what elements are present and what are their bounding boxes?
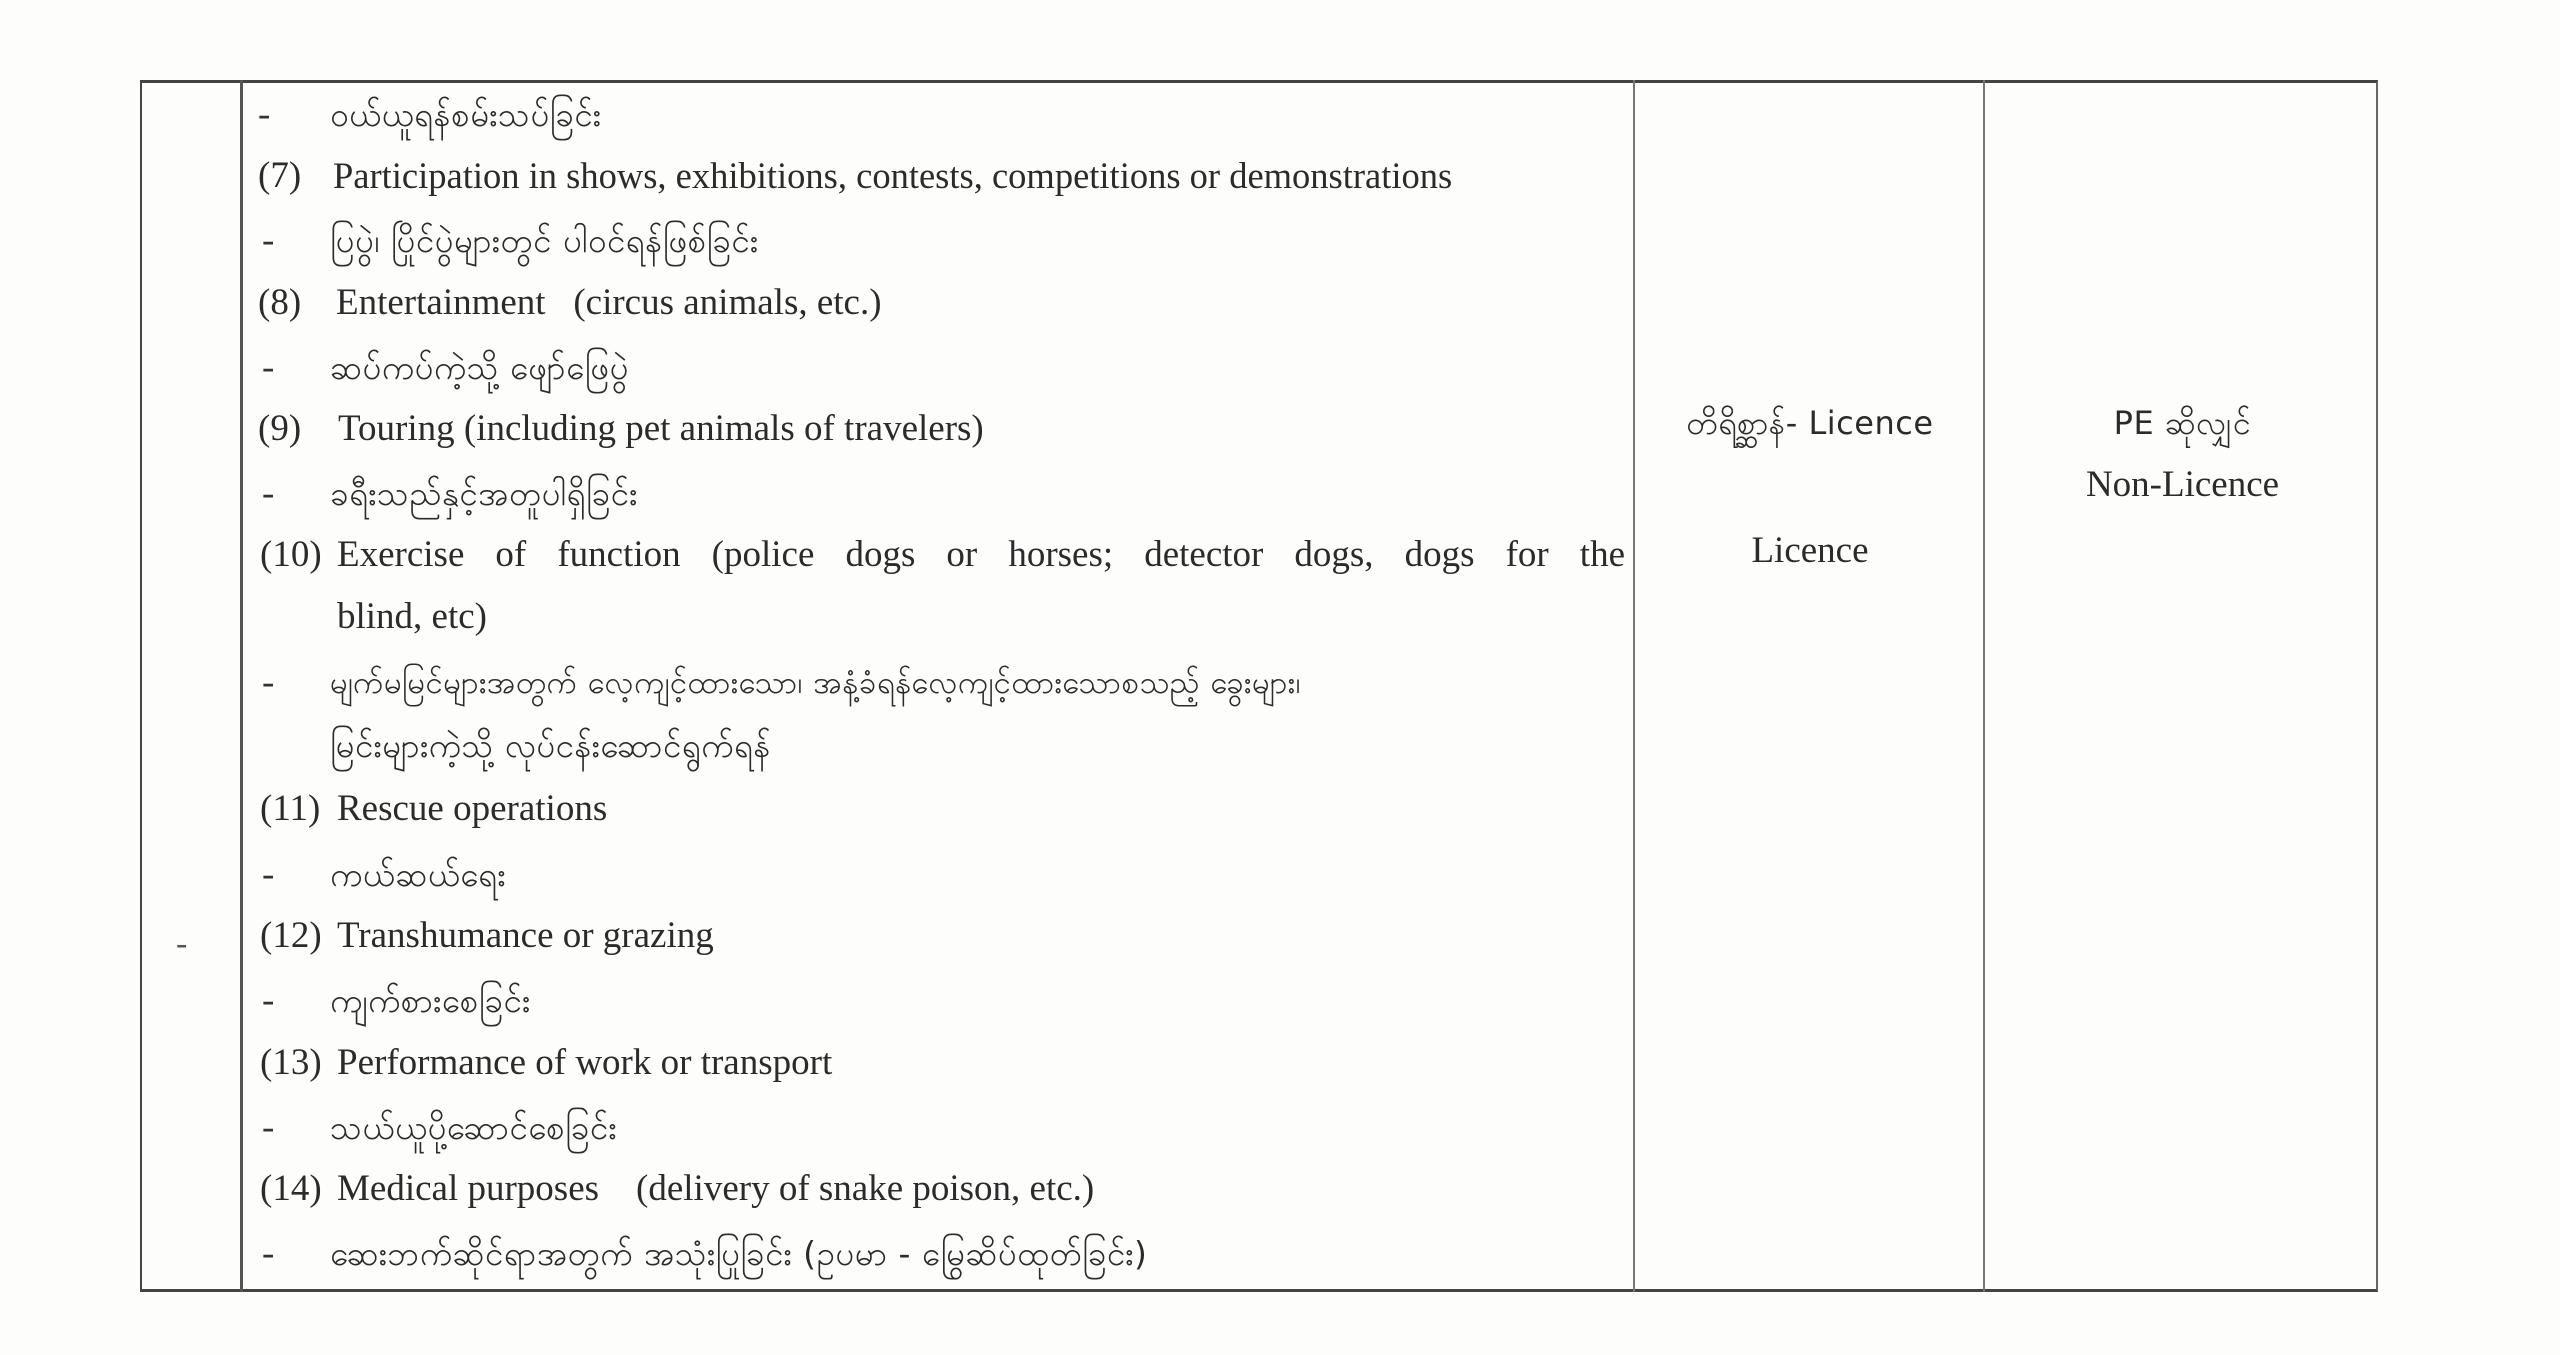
list-item-text: သယ်ယူပို့ဆောင်စေခြင်း — [330, 1108, 617, 1147]
list-item-text: မျက်မမြင်များအတွက် လေ့ကျင့်ထားသော၊ အနံ့ခံရန်လေ့ကျင့်ထားသောစသည့် ခွေးများ၊ — [330, 665, 1302, 701]
list-item-text: ဝယ်ယူရန်စမ်းသပ်ခြင်း — [330, 95, 602, 134]
list-item-text-continued: blind, etc) — [337, 596, 488, 637]
list-item-marker: - — [262, 662, 275, 703]
list-item-number: (7) — [258, 155, 302, 196]
list-item-text: ကယ်ဆယ်ရေး — [330, 855, 507, 894]
list-item-marker: - — [262, 347, 275, 388]
list-item-text: Touring (including pet animals of travelers) — [338, 408, 984, 449]
list-item-marker: - — [262, 1233, 275, 1274]
licence-cell-line2: Licence — [1751, 530, 1869, 571]
list-item-number: (14) — [260, 1168, 322, 1209]
list-item-marker: - — [262, 473, 275, 514]
list-item-text: ကျက်စားစေခြင်း — [330, 981, 531, 1020]
list-item-marker: - — [258, 94, 271, 135]
list-item-number: (10) — [260, 534, 322, 575]
list-item-text: Rescue operations — [337, 788, 608, 829]
list-item-text-continued: မြင်းများကဲ့သို့ လုပ်ငန်းဆောင်ရွက်ရန် — [330, 726, 771, 765]
list-item-marker: - — [262, 1107, 275, 1148]
list-item-text: Participation in shows, exhibitions, contests, competitions or demonstrations — [333, 155, 1453, 196]
pe-cell-line2: Non-Licence — [2085, 464, 2280, 505]
list-item-number: (12) — [260, 915, 322, 956]
list-item-text: ဆပ်ကပ်ကဲ့သို့ ဖျော်ဖြေပွဲ — [330, 348, 629, 387]
licence-cell-text: တိရိစ္ဆာန်- Licence — [1686, 404, 1934, 442]
list-item-text: Performance of work or transport — [337, 1042, 833, 1083]
list-item-marker: - — [262, 980, 275, 1021]
list-item-text: Medical purposes (delivery of snake poison, etc.) — [337, 1168, 1095, 1209]
list-item-number: (11) — [260, 788, 321, 829]
pe-cell-text: PE ဆိုလျှင် — [2113, 404, 2252, 442]
list-item-text: ပြပွဲ၊ ပြိုင်ပွဲများတွင် ပါဝင်ရန်ဖြစ်ခြင်း — [330, 221, 759, 260]
table-column-divider — [1633, 80, 1635, 1292]
list-item-marker: - — [262, 220, 275, 261]
list-item-text: Transhumance or grazing — [337, 915, 714, 956]
list-item-number: (9) — [258, 408, 302, 449]
list-item-marker: - — [262, 854, 275, 895]
list-item-text: Exercise of function (police dogs or horses; detector dogs, dogs for the — [337, 534, 1625, 575]
margin-mark: - — [176, 925, 188, 962]
licence-cell-line1 — [1640, 400, 1980, 446]
list-item-text: ခရီးသည်နှင့်အတူပါရှိခြင်း — [330, 474, 638, 513]
list-item-text: ဆေးဘက်ဆိုင်ရာအတွက် အသုံးပြုခြင်း (ဥပမာ - မြွေဆိပ်ထုတ်ခြင်း) — [330, 1234, 1148, 1273]
list-item-number: (8) — [258, 282, 302, 323]
table-column-divider — [1983, 80, 1985, 1292]
list-item-text: Entertainment (circus animals, etc.) — [336, 282, 882, 323]
list-item-number: (13) — [260, 1042, 322, 1083]
table-column-divider — [240, 80, 243, 1292]
pe-cell-line1 — [1990, 400, 2375, 446]
